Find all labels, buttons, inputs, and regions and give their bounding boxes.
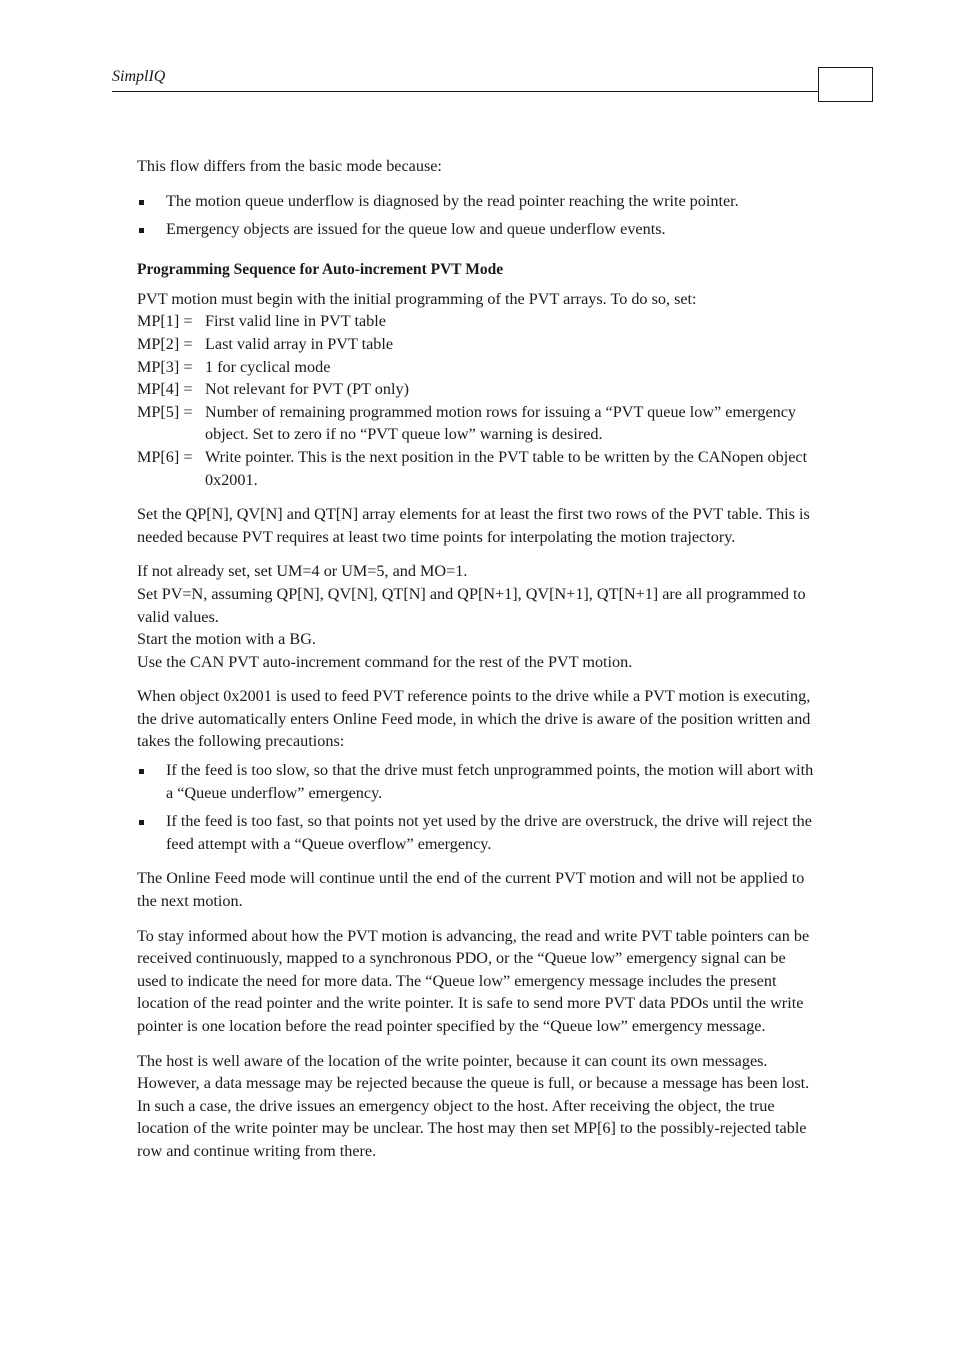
array-elements-paragraph: Set the QP[N], QV[N] and QT[N] array elements for at least the first two rows of the PVT table. This is needed because PVT requires at least two time points for interpolating the motion trajectory.: [137, 505, 810, 546]
document-body: [137, 155, 819, 1175]
mp-row: MP[2] = Last valid array in PVT table: [137, 334, 394, 353]
differences-list: [137, 190, 819, 241]
square-bullet-icon: [139, 820, 144, 825]
pvt-intro: PVT motion must begin with the initial programming of the PVT arrays. To do so, set:: [137, 289, 697, 308]
step-line: If not already set, set UM=4 or UM=5, and MO=1.: [137, 562, 468, 581]
mp-row: MP[4] = Not relevant for PVT (PT only): [137, 380, 409, 399]
precautions-list: [137, 759, 819, 855]
list-item: If the feed is too fast, so that points not yet used by the drive are overstruck, the drive will reject the feed attempt with a “Queue overflow” emergency.: [137, 810, 819, 855]
header-rule: [112, 91, 818, 92]
online-feed-paragraph: When object 0x2001 is used to feed PVT reference points to the drive while a PVT motion is executing, the drive automatically enters Online Feed mode, in which the drive is aware of the position written and takes the following precautions:: [137, 687, 811, 751]
page-number-box: [818, 67, 873, 102]
mp-row: MP[1] = First valid line in PVT table: [137, 312, 386, 331]
header-title: SimplIQ: [112, 68, 166, 85]
mp-row: MP[6] = Write pointer. This is the next position in the PVT table to be written by the CANopen object 0x2001.: [137, 447, 808, 489]
step-line: Use the CAN PVT auto-increment command for the rest of the PVT motion.: [137, 652, 633, 671]
step-line: Start the motion with a BG.: [137, 630, 316, 649]
steps-block: [137, 560, 819, 673]
step-line: Set PV=N, assuming QP[N], QV[N], QT[N] and QP[N+1], QV[N+1], QT[N+1] are all programmed to valid values.: [137, 584, 806, 626]
section-heading: Programming Sequence for Auto-increment PVT Mode: [137, 260, 504, 278]
inform-paragraph: To stay informed about how the PVT motion is advancing, the read and write PVT table pointers can be received continuously, mapped to a synchronous PDO, or the “Queue low” emergency signal can be used to indicate the need for more data. The “Queue low” emergency message includes the present location of the read pointer and the write pointer. It is safe to send more PVT data PDOs until the write pointer is one location before the read pointer specified by the “Queue low” emergency message.: [137, 926, 810, 1035]
mp-parameter-list: [137, 310, 819, 491]
intro-paragraph: This flow differs from the basic mode because:: [137, 157, 442, 175]
host-paragraph: The host is well aware of the location of the write pointer, because it can count its own messages. However, a data message may be rejected because the queue is full, or because a message has been lost. In such a case, the drive issues an emergency object to the host. After receiving the object, the true location of the write pointer may be unclear. The host may then set MP[6] to the possibly-rejected table row and continue writing from there.: [137, 1051, 810, 1160]
square-bullet-icon: [139, 228, 144, 233]
square-bullet-icon: [139, 200, 144, 205]
continue-paragraph: The Online Feed mode will continue until the end of the current PVT motion and will not be applied to the next motion.: [137, 869, 805, 911]
list-item: The motion queue underflow is diagnosed by the read pointer reaching the write pointer.: [137, 190, 819, 213]
mp-row: MP[5] = Number of remaining programmed motion rows for issuing a “PVT queue low” emergency object. Set to zero if no “PVT queue low” warning is desired.: [137, 402, 797, 444]
mp-row: MP[3] = 1 for cyclical mode: [137, 357, 331, 376]
square-bullet-icon: [139, 769, 144, 774]
list-item: If the feed is too slow, so that the drive must fetch unprogrammed points, the motion will abort with a “Queue underflow” emergency.: [137, 759, 819, 804]
list-item: Emergency objects are issued for the queue low and queue underflow events.: [137, 218, 819, 241]
